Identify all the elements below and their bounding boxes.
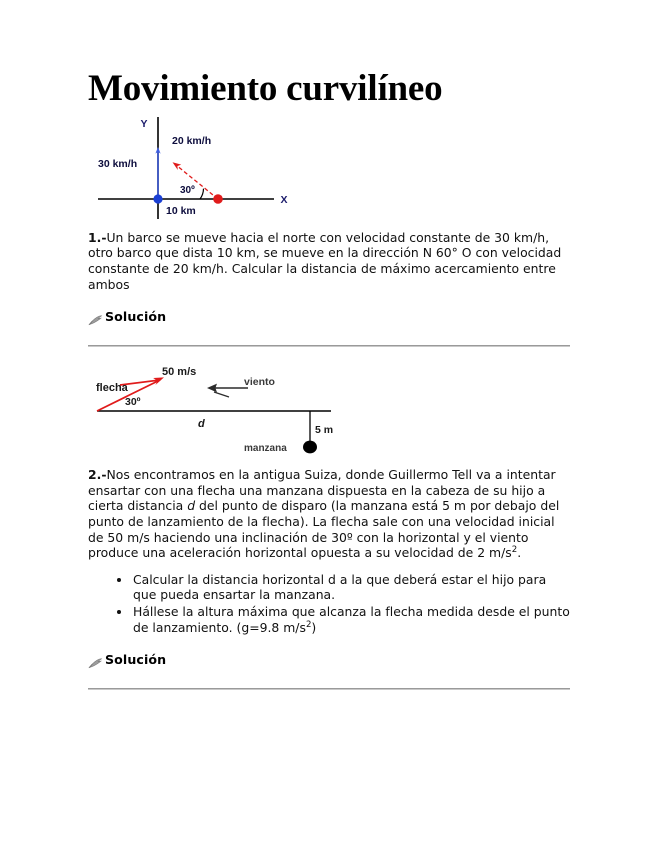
- problem-2-text-b: del punto de disparo (la manzana está 5 m por debajo del punto de lanzamiento de la flecha). La flecha sale con una velocidad inicial de 50 m/s haciendo una inclinación de 30º con la horizontal y el viento produce una aceleración horizontal opuesta a su velocidad de 2 m/s: [88, 498, 560, 561]
- pencil-icon: [88, 311, 103, 324]
- bullet-2-superscript: 2: [305, 619, 312, 630]
- label-viento: viento: [244, 376, 275, 389]
- list-item: [117, 572, 570, 603]
- figure-ship-approach: [96, 115, 570, 220]
- bullet-1-italic-d: d: [328, 571, 336, 587]
- ship2-dot: [213, 194, 223, 204]
- problem-2-text-c: .: [517, 545, 522, 561]
- label-manzana: manzana: [244, 443, 287, 455]
- solution-link-1[interactable]: [88, 309, 570, 324]
- label-speed-ship2: 20 km/h: [172, 134, 212, 147]
- page-title: Movimiento curvilíneo: [88, 68, 443, 109]
- ship-approach-svg: [96, 115, 296, 220]
- arrow-apple-svg: [88, 361, 428, 457]
- problem-2-text-a: Nos encontramos en la antigua Suiza, donde Guillermo Tell va a intentar ensartar con una flecha una manzana dispuesta en la cabeza de su hijo a cierta distancia: [88, 467, 556, 514]
- section-divider-2: [88, 688, 570, 690]
- ship1-dot: [153, 194, 162, 203]
- bullet-1-text-a: Calcular la distancia horizontal: [133, 571, 328, 587]
- apple-dot: [303, 441, 317, 454]
- problem-2-superscript: 2: [511, 545, 518, 556]
- label-distance-10km: 10 km: [166, 204, 196, 217]
- solution-link-2[interactable]: [88, 652, 570, 667]
- label-speed-50ms: 50 m/s: [162, 366, 197, 379]
- question-list: [88, 572, 570, 635]
- bullet-2-text-b: ): [311, 619, 317, 635]
- problem-1-statement: [88, 230, 570, 292]
- document-content: [88, 70, 570, 690]
- label-height-5m: 5 m: [315, 424, 334, 437]
- bullet-1-text-b: a la que deberá estar el hijo para que pueda ensartar la manzana.: [133, 571, 547, 603]
- solution-label-2[interactable]: Solución: [105, 652, 167, 668]
- label-distance-d: d: [198, 418, 205, 431]
- label-flecha: flecha: [96, 382, 128, 395]
- label-angle-30-fig2: 30º: [125, 396, 141, 409]
- label-speed-ship1: 30 km/h: [98, 157, 138, 170]
- figure-arrow-apple: [88, 361, 570, 457]
- list-item: [117, 604, 570, 635]
- x-axis-label: X: [280, 193, 288, 206]
- section-divider-1: [88, 345, 570, 347]
- y-axis-label: Y: [140, 117, 148, 130]
- problem-2-statement: [88, 467, 570, 561]
- problem-2-italic-d: d: [187, 498, 196, 514]
- bullet-2-text-a: Hállese la altura máxima que alcanza la flecha medida desde el punto de lanzamiento. (g=9.8 m/s: [133, 603, 570, 635]
- angle-arc-30: [200, 188, 204, 198]
- problem-1-number: 1.-: [88, 229, 107, 245]
- wind-arrow-accent: [214, 392, 229, 397]
- label-angle-30: 30º: [180, 184, 195, 196]
- problem-2-number: 2.-: [88, 467, 107, 483]
- pencil-icon: [88, 654, 103, 667]
- problem-1-text: Un barco se mueve hacia el norte con velocidad constante de 30 km/h, otro barco que dista 10 km, se mueve en la dirección N 60° O con velocidad constante de 20 km/h. Calcular la distancia de máximo acercamiento entre ambos: [88, 229, 562, 292]
- solution-label-1[interactable]: Solución: [105, 309, 167, 325]
